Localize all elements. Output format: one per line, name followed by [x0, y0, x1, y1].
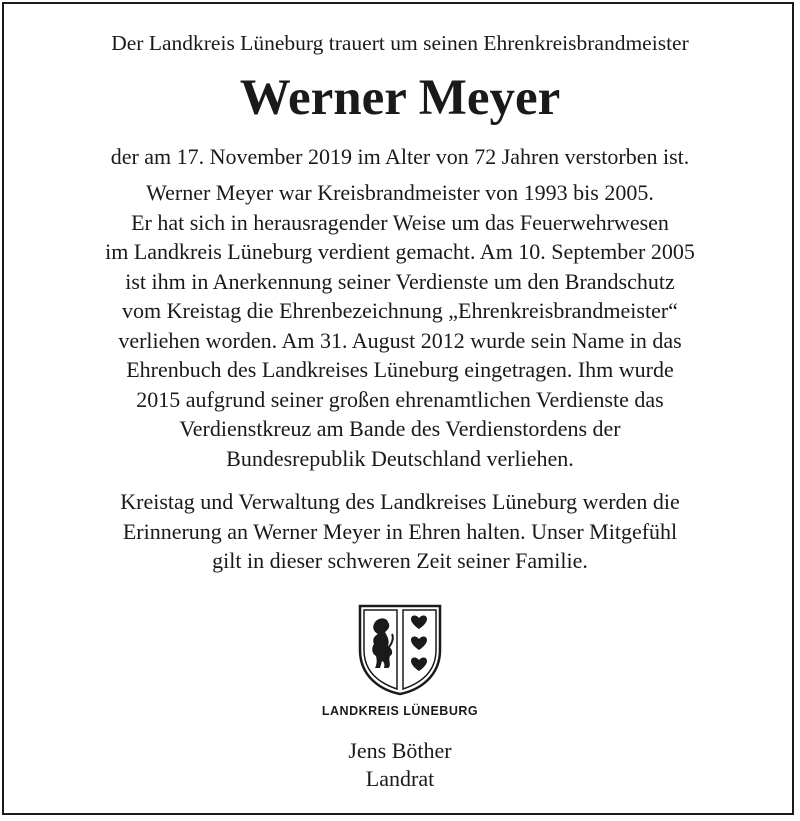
closing-line: Kreistag und Verwaltung des Landkreises Lüneburg werden die — [120, 489, 680, 514]
deceased-name: Werner Meyer — [239, 70, 561, 126]
biography-line: Ehrenbuch des Landkreises Lüneburg eingetragen. Ihm wurde — [126, 357, 674, 382]
biography-line: 2015 aufgrund seiner großen ehrenamtlichen Verdienste das — [136, 386, 664, 412]
crest-label: LANDKREIS LÜNEBURG — [321, 704, 479, 718]
biography-line: Bundesrepublik Deutschland verliehen. — [226, 445, 574, 471]
biography-line: vom Kreistag die Ehrenbezeichnung „Ehrenkreisbrandmeister“ — [122, 298, 678, 323]
biography-line: Er hat sich in herausragender Weise um das Feuerwehrwesen — [131, 209, 669, 235]
signature-name: Jens Böther — [348, 738, 452, 763]
biography-line: ist ihm in Anerkennung seiner Verdienste um den Brandschutz — [125, 268, 675, 294]
biography-line: verliehen worden. Am 31. August 2012 wurde sein Name in das — [118, 327, 682, 353]
intro-line: Der Landkreis Lüneburg trauert um seinen Ehrenkreisbrandmeister — [111, 31, 689, 55]
biography-line: im Landkreis Lüneburg verdient gemacht. Am 10. September 2005 — [105, 239, 695, 264]
biography-line: Werner Meyer war Kreisbrandmeister von 1993 bis 2005. — [146, 180, 654, 205]
closing-line: Erinnerung an Werner Meyer in Ehren halten. Unser Mitgefühl — [122, 518, 678, 544]
closing-paragraph — [0, 487, 800, 576]
biography-line: Verdienstkreuz am Bande des Verdienstordens der — [179, 416, 621, 441]
signature-title: Landrat — [365, 766, 435, 791]
biography-paragraph — [0, 178, 800, 473]
closing-line: gilt in dieser schweren Zeit seiner Familie. — [212, 548, 588, 573]
death-line: der am 17. November 2019 im Alter von 72 Jahren verstorben ist. — [110, 144, 690, 169]
coat-of-arms-icon — [358, 604, 442, 696]
